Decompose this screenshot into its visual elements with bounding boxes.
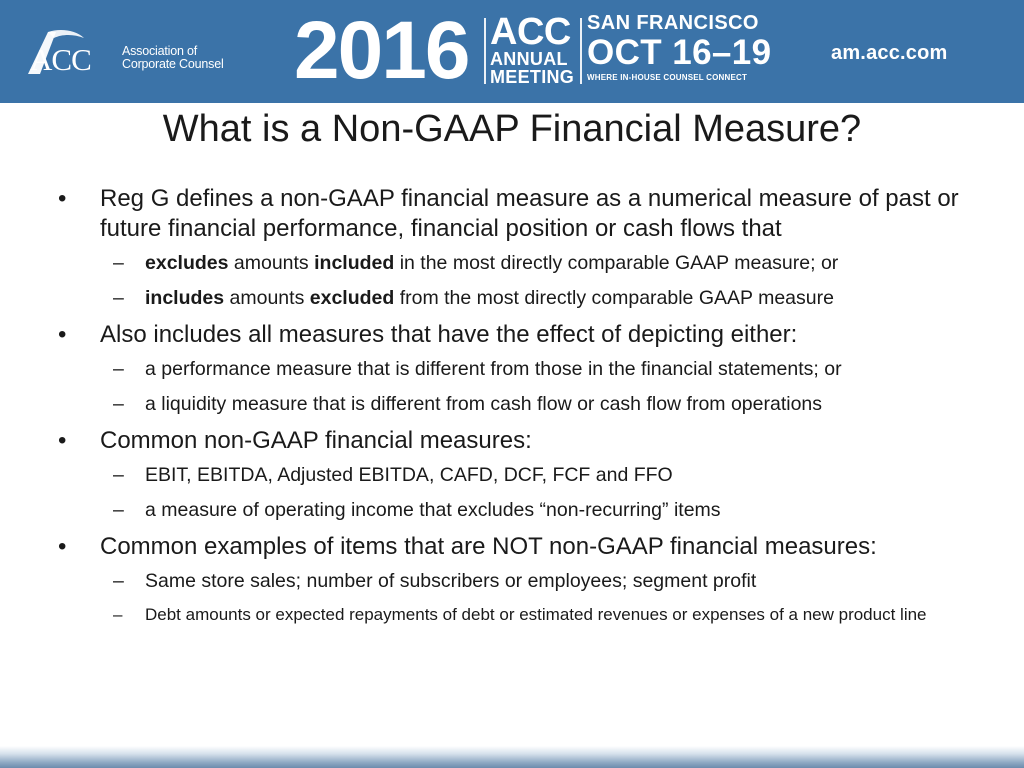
sub-bullet-text: Debt amounts or expected repayments of debt or estimated revenues or expenses of a new product line bbox=[145, 605, 927, 624]
bullet-text: Also includes all measures that have the effect of depicting either: bbox=[100, 321, 798, 348]
bullet-text: Common examples of items that are NOT non-GAAP financial measures: bbox=[100, 533, 877, 560]
event-dates: OCT 16–19 bbox=[587, 33, 772, 72]
dash-marker: – bbox=[113, 393, 124, 415]
event-year: 2016 bbox=[294, 5, 469, 96]
bullet-item bbox=[0, 532, 1024, 562]
bullet-item bbox=[0, 320, 1024, 350]
dash-marker: – bbox=[113, 287, 124, 309]
sub-bullet-text: a liquidity measure that is different from cash flow or cash flow from operations bbox=[145, 393, 823, 415]
event-location bbox=[587, 12, 772, 84]
slide-body bbox=[0, 184, 1024, 636]
bullet-item bbox=[0, 184, 1024, 244]
slide-title: What is a Non-GAAP Financial Measure? bbox=[162, 108, 862, 150]
event-banner bbox=[0, 0, 1024, 103]
bullet-marker: • bbox=[58, 533, 67, 560]
emphasis-text: excluded bbox=[309, 287, 395, 309]
event-website: am.acc.com bbox=[831, 42, 948, 64]
dash-marker: – bbox=[113, 570, 124, 592]
org-name: Association of Corporate Counsel bbox=[122, 44, 224, 71]
banner-divider bbox=[580, 18, 582, 84]
sub-bullet-item bbox=[0, 568, 1024, 594]
dash-marker: – bbox=[113, 605, 123, 624]
dash-marker: – bbox=[113, 464, 124, 486]
dash-marker: – bbox=[113, 252, 124, 274]
bullet-text: Reg G defines a non-GAAP financial measure as a numerical measure of past or future financial performance, financial position or cash flows that bbox=[100, 185, 959, 242]
sub-bullet-item bbox=[0, 462, 1024, 488]
sub-bullet-text: a performance measure that is different from those in the financial statements; or bbox=[145, 358, 842, 380]
sub-bullet-text: from the most directly comparable GAAP measure bbox=[394, 287, 834, 309]
sub-bullet-text: Same store sales; number of subscribers or employees; segment profit bbox=[145, 570, 757, 592]
bullet-marker: • bbox=[58, 427, 67, 454]
emphasis-text: includes bbox=[145, 287, 225, 309]
bullet-text: Common non-GAAP financial measures: bbox=[100, 427, 532, 454]
event-name: ACC ANNUAL MEETING bbox=[490, 11, 575, 87]
bullet-item bbox=[0, 426, 1024, 456]
sub-bullet-item bbox=[0, 603, 1024, 627]
sub-bullet-text: EBIT, EBITDA, Adjusted EBITDA, CAFD, DCF, FCF and FFO bbox=[145, 464, 673, 486]
sub-bullet-item bbox=[0, 391, 1024, 417]
emphasis-text: excludes bbox=[145, 252, 229, 274]
sub-bullet-item bbox=[0, 285, 1024, 311]
acc-logo bbox=[26, 26, 236, 78]
sub-bullet-text: amounts bbox=[224, 287, 310, 309]
sub-bullet-text: a measure of operating income that excludes “non-recurring” items bbox=[145, 499, 721, 521]
sub-bullet-item bbox=[0, 497, 1024, 523]
event-city: SAN FRANCISCO bbox=[587, 12, 759, 34]
sub-bullet-item bbox=[0, 356, 1024, 382]
dash-marker: – bbox=[113, 358, 124, 380]
sub-bullet-text: in the most directly comparable GAAP measure; or bbox=[394, 252, 839, 274]
sub-bullet-text: amounts bbox=[228, 252, 315, 274]
bullet-marker: • bbox=[58, 321, 67, 348]
banner-divider bbox=[484, 18, 486, 84]
sub-bullet-item bbox=[0, 250, 1024, 276]
emphasis-text: included bbox=[314, 252, 395, 274]
acc-wordmark: ACC bbox=[30, 42, 91, 77]
footer-gradient-bar bbox=[0, 746, 1024, 768]
dash-marker: – bbox=[113, 499, 124, 521]
bullet-marker: • bbox=[58, 185, 67, 212]
event-tagline: WHERE IN-HOUSE COUNSEL CONNECT bbox=[587, 73, 748, 82]
